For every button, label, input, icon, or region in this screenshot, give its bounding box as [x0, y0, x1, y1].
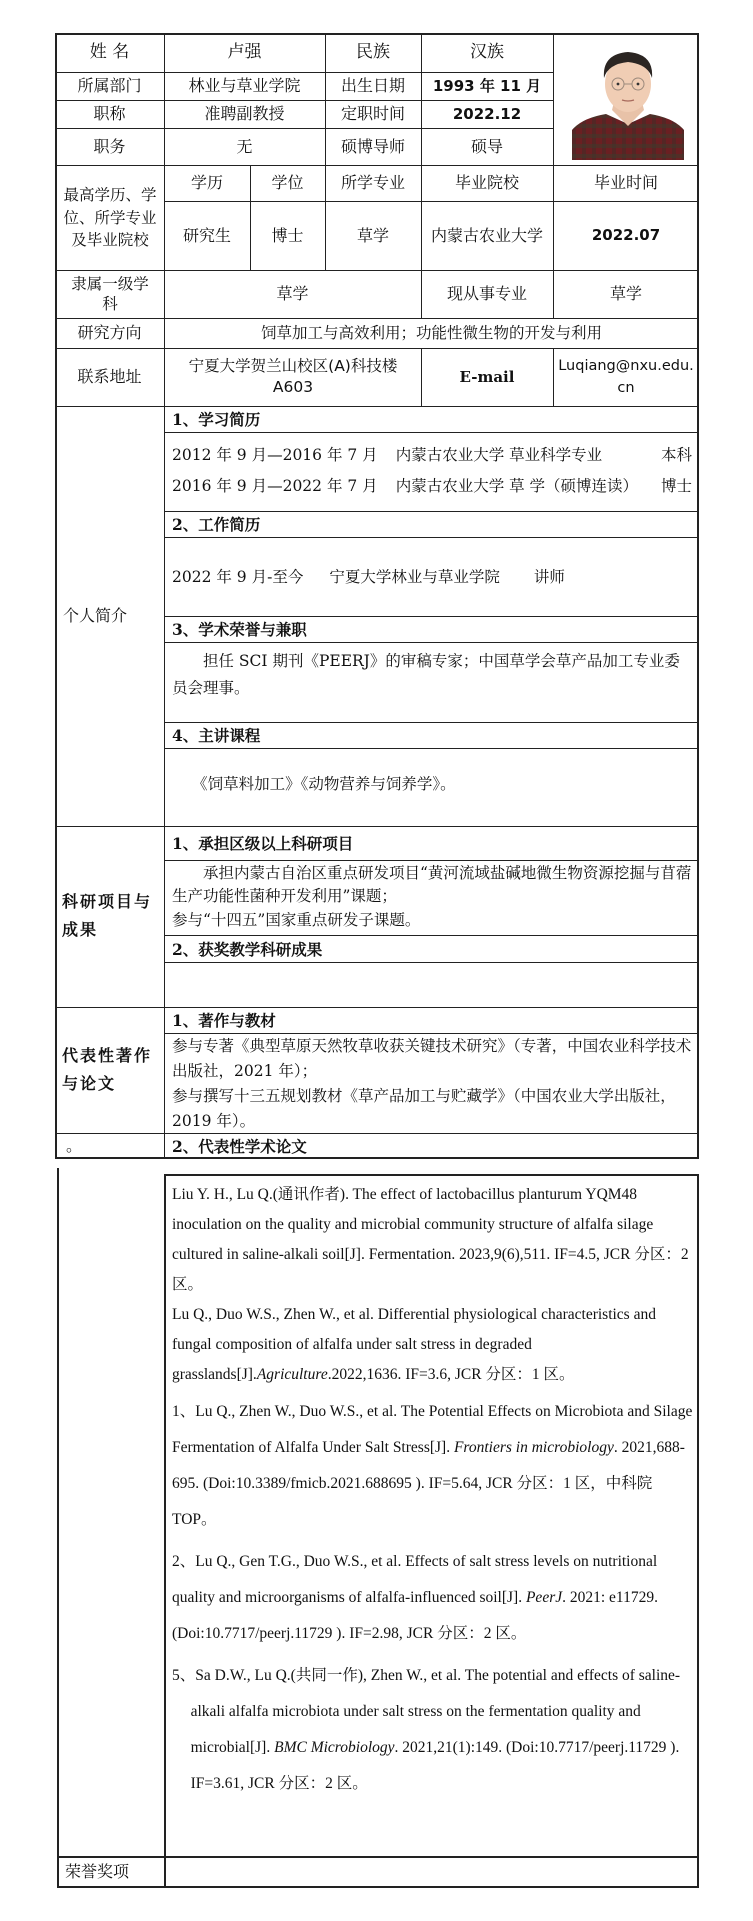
birth-value: 1993 年 11 月 [432, 76, 542, 95]
col-divider [553, 348, 554, 406]
study-degree: 博士 [660, 477, 692, 496]
dot-label: 。 [66, 1136, 83, 1156]
projects-text [172, 862, 694, 934]
study-school: 内蒙古农业大学 草业科学专业 [395, 446, 603, 465]
paper-item [172, 1180, 694, 1300]
study-item [172, 471, 692, 502]
position-label: 职务 [93, 136, 126, 156]
books-list [172, 1034, 694, 1132]
education-major: 草学 [356, 225, 389, 245]
study-period: 2012 年 9 月—2016 年 7 月 [172, 446, 378, 465]
honor-text: 担任 SCI 期刊《PEERJ》的审稿专家；中国草学会草产品加工专业委员会理事。 [172, 652, 680, 698]
paper-journal: BMC Microbiology [274, 1739, 395, 1756]
paper-text: Liu Y. H., Lu Q.(通讯作者). The effect of lactobacillus planturum YQM48 inoculation on the quality and microbial community structure of alfalfa silage cultured in saline-alkali soil[J]. Fermentation. 2023,9(6),511. [172, 1186, 654, 1263]
book-item: 参与专著《典型草原天然牧草收获关键技术研究》（专著，中国农业科学技术出版社，2021 年）； [172, 1037, 692, 1081]
col-divider [553, 33, 554, 165]
awards-heading: 2、获奖教学科研成果 [172, 939, 323, 959]
paper-metrics: IF=4.5, JCR 分区：2 区。 [172, 1246, 689, 1293]
course-heading: 4、主讲课程 [172, 726, 261, 745]
contact-label: 联系地址 [77, 367, 142, 387]
project-item: 承担内蒙古自治区重点研发项目“黄河流域盐碱地微生物资源挖掘与苜蓿生产功能性菌种开发利用”课题； [172, 864, 692, 906]
row-divider [57, 1886, 699, 1888]
title-date-value: 2022.12 [452, 104, 522, 123]
awards-text [172, 964, 694, 1004]
project-item: 参与“十四五”国家重点研发子课题。 [172, 910, 421, 929]
name-label: 姓 名 [89, 42, 130, 63]
honors-value [166, 1857, 697, 1886]
study-degree: 本科 [660, 446, 692, 465]
col-divider [57, 1168, 59, 1886]
research-label: 科研项目与成果 [62, 892, 153, 939]
paper-item [172, 1394, 694, 1538]
education-school: 内蒙古农业大学 [430, 225, 543, 245]
study-school: 内蒙古农业大学 草 学（硕博连读） [395, 477, 639, 496]
paper-item [172, 1658, 694, 1802]
education-label: 最高学历、学位、所学专业及毕业院校 [63, 186, 157, 250]
birth-label: 出生日期 [340, 76, 405, 96]
paper-metrics: . 2021,688-695. (Doi:10.3389/fmicb.2021.688695 ). IF=5.64, JCR 分区：1 区，中科院 TOP。 [172, 1439, 685, 1528]
name-value: 卢强 [227, 42, 262, 63]
row-divider [164, 537, 699, 538]
honors-label: 荣誉奖项 [65, 1861, 130, 1881]
major-value: 草学 [609, 284, 642, 304]
portrait-photo [572, 44, 684, 160]
contact-address: 宁夏大学贺兰山校区(A)科技楼 A603 [188, 357, 398, 396]
study-heading: 1、学习简历 [172, 410, 261, 429]
work-item [172, 562, 692, 592]
discipline-value: 草学 [276, 284, 309, 304]
email-label: E-mail [459, 367, 515, 386]
honor-heading: 3、学术荣誉与兼职 [172, 620, 307, 639]
row-divider [164, 642, 699, 643]
work-period: 2022 年 9 月-至今 [172, 567, 304, 586]
education-header-degree: 学位 [271, 173, 304, 193]
portrait-image [572, 44, 684, 160]
supervisor-label: 硕博导师 [340, 136, 405, 156]
paper-metrics: . 2021: e11729. (Doi:10.7717/peerj.11729 ). IF=2.98, JCR 分区：2 区。 [172, 1589, 658, 1642]
position-value: 无 [236, 136, 253, 156]
major-label: 现从事专业 [446, 284, 527, 304]
paper-metrics: .2022,1636. IF=3.6, JCR 分区：1 区。 [327, 1366, 575, 1383]
work-heading: 2、工作简历 [172, 515, 261, 534]
work-role: 讲师 [533, 567, 565, 586]
ethnicity-label: 民族 [356, 42, 390, 63]
paper-text: Lu Q., Duo W.S., Zhen W., et al. Differential physiological characteristics and fungal composition of alfalfa under salt stress in degraded grasslands[J]. [172, 1306, 656, 1383]
work-org: 宁夏大学林业与草业学院 [329, 567, 500, 586]
education-header-major: 所学专业 [340, 173, 405, 193]
works-label: 代表性著作与论文 [62, 1046, 153, 1093]
study-period: 2016 年 9 月—2022 年 7 月 [172, 477, 378, 496]
paper-journal: Agriculture [256, 1366, 328, 1383]
row-divider [164, 962, 699, 963]
paper-item [172, 1544, 694, 1652]
discipline-label: 隶属一级学科 [71, 274, 149, 313]
course-text: 《饲草料加工》《动物营养与饲养学》。 [192, 775, 456, 793]
projects-heading: 1、承担区级以上科研项目 [172, 834, 354, 853]
study-list [172, 440, 692, 510]
department-value: 林业与草业学院 [188, 76, 301, 96]
supervisor-value: 硕导 [470, 136, 503, 156]
study-item [172, 440, 692, 471]
ethnicity-value: 汉族 [470, 42, 504, 63]
books-heading: 1、著作与教材 [172, 1011, 276, 1030]
education-degree-level: 研究生 [182, 225, 231, 245]
education-header-degree-level: 学历 [190, 173, 223, 193]
book-item: 参与撰写十三五规划教材《草产品加工与贮藏学》（中国农业大学出版社，2019 年）。 [172, 1087, 676, 1131]
education-header-school: 毕业院校 [454, 173, 519, 193]
paper-text: 5、Sa D.W., Lu Q.(共同一作), Zhen W., et al. The potential and effects of saline-alkali alfalfa microbiota under salt stress on the fermentation quality and microbial[J]. [172, 1667, 681, 1756]
row-divider [164, 748, 699, 749]
title-date-label: 定职时间 [340, 104, 405, 124]
paper-text: 2、Lu Q., Gen T.G., Duo W.S., et al. Effects of salt stress levels on nutritional quality and microorganisms of alfalfa-influenced soil[J]. [172, 1553, 658, 1606]
department-label: 所属部门 [77, 76, 142, 96]
papers-heading: 2、代表性学术论文 [172, 1137, 307, 1156]
education-header-date: 毕业时间 [593, 173, 658, 193]
education-degree: 博士 [271, 225, 304, 245]
research-direction-value: 饲草加工与高效利用；功能性微生物的开发与利用 [260, 323, 602, 342]
title-label: 职称 [93, 104, 126, 124]
paper-journal: PeerJ [525, 1589, 563, 1606]
intro-label: 个人简介 [63, 606, 128, 626]
education-date: 2022.07 [591, 226, 661, 245]
paper-item [172, 1300, 694, 1390]
paper-text: 1、Lu Q., Zhen W., Duo W.S., et al. The Potential Effects on Microbiota and Silage Fermentation of Alfalfa Under Salt Stress[J]. [172, 1403, 693, 1456]
email-value[interactable]: Luqiang@nxu.edu.cn [558, 357, 694, 396]
paper-journal: Frontiers in microbiology [453, 1439, 614, 1456]
paper-list [172, 1180, 694, 1802]
row-divider [164, 432, 699, 433]
row-divider [164, 860, 699, 861]
title-value: 准聘副教授 [204, 104, 285, 124]
research-direction-label: 研究方向 [77, 323, 142, 343]
paper-metrics: . 2021,21(1):149. (Doi:10.7717/peerj.11729 ). IF=3.61, JCR 分区：2 区。 [190, 1739, 680, 1792]
